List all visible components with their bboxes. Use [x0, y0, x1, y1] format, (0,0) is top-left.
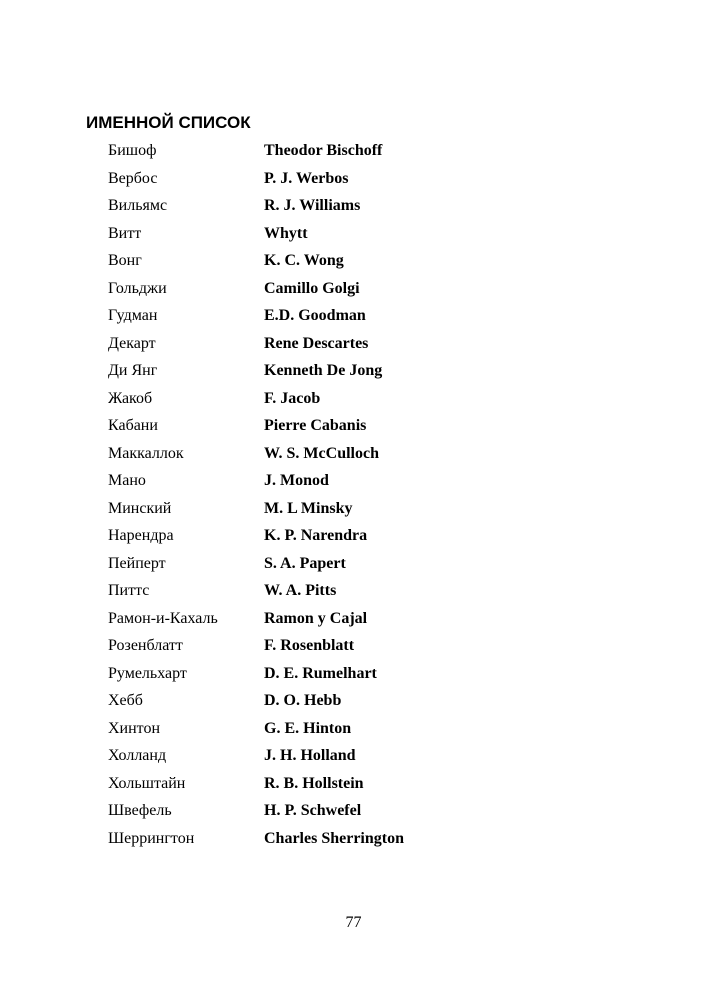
list-item [0, 523, 707, 551]
name-russian: Пейперт [108, 554, 166, 572]
name-original: D. E. Rumelhart [264, 664, 377, 682]
name-original: W. S. McCulloch [264, 444, 379, 462]
name-russian: Нарендра [108, 527, 174, 544]
list-item [0, 386, 707, 414]
list-item [0, 716, 707, 744]
name-russian: Румельхарт [108, 664, 187, 682]
name-original: G. E. Hinton [264, 719, 352, 737]
name-original: J. Monod [264, 472, 329, 489]
name-original: H. P. Schwefel [264, 802, 362, 819]
name-russian: Хинтон [108, 719, 161, 737]
list-item [0, 193, 707, 221]
name-russian: Гольджи [108, 279, 167, 297]
name-russian: Витт [108, 224, 142, 242]
name-russian: Рамон-и-Кахаль [108, 609, 218, 627]
list-item [0, 551, 707, 579]
name-russian: Мано [108, 472, 146, 489]
list-item [0, 771, 707, 799]
name-russian: Маккаллок [108, 444, 184, 462]
name-original: S. A. Papert [264, 554, 346, 572]
name-original: F. Rosenblatt [264, 637, 355, 654]
list-item [0, 496, 707, 524]
name-original: P. J. Werbos [264, 169, 349, 187]
list-item [0, 826, 707, 854]
list-item [0, 276, 707, 304]
name-russian: Питтс [108, 582, 150, 599]
name-original: K. C. Wong [264, 252, 344, 269]
name-russian: Вербос [108, 169, 158, 187]
name-original: Pierre Cabanis [264, 417, 367, 434]
list-item [0, 688, 707, 716]
list-item [0, 468, 707, 496]
list-item [0, 331, 707, 359]
name-russian: Вильямс [108, 197, 168, 214]
name-russian: Минский [108, 499, 172, 517]
name-original: Rene Descartes [264, 334, 369, 352]
name-russian: Швефель [108, 802, 172, 819]
name-original: Charles Sherrington [264, 829, 404, 847]
name-original: R. J. Williams [264, 197, 361, 214]
list-item [0, 221, 707, 249]
list-item [0, 138, 707, 166]
name-original: K. P. Narendra [264, 527, 368, 544]
name-original: D. O. Hebb [264, 692, 342, 709]
name-original: F. Jacob [264, 389, 321, 407]
list-item [0, 248, 707, 276]
list-item [0, 633, 707, 661]
name-original: Whytt [264, 224, 308, 242]
name-russian: Хебб [108, 692, 143, 709]
page-title: ИМЕННОЙ СПИСОК [86, 113, 251, 132]
name-russian: Вонг [108, 252, 142, 269]
name-russian: Шеррингтон [108, 829, 195, 847]
list-item [0, 413, 707, 441]
name-russian: Декарт [108, 334, 156, 352]
list-item [0, 303, 707, 331]
name-russian: Жакоб [108, 389, 153, 407]
list-item [0, 166, 707, 194]
list-item [0, 606, 707, 634]
list-item [0, 661, 707, 689]
list-item [0, 441, 707, 469]
name-russian: Гудман [108, 307, 158, 324]
list-item [0, 798, 707, 826]
list-item [0, 578, 707, 606]
name-index-list [0, 138, 707, 853]
name-russian: Ди Янг [108, 362, 158, 379]
name-russian: Холланд [108, 747, 167, 764]
name-russian: Розенблатт [108, 637, 183, 654]
name-original: E.D. Goodman [264, 307, 366, 324]
name-original: J. H. Holland [264, 747, 356, 764]
name-russian: Хольштайн [108, 774, 186, 792]
name-original: Camillo Golgi [264, 279, 360, 297]
name-original: M. L Minsky [264, 499, 353, 517]
list-item [0, 358, 707, 386]
name-russian: Бишоф [108, 142, 157, 159]
page-number: 77 [345, 914, 362, 931]
name-original: Theodor Bischoff [264, 142, 383, 159]
name-original: R. B. Hollstein [264, 774, 364, 792]
list-item [0, 743, 707, 771]
name-original: Kenneth De Jong [264, 362, 383, 379]
name-original: Ramon y Cajal [264, 609, 368, 627]
name-russian: Кабани [108, 417, 158, 434]
name-original: W. A. Pitts [264, 582, 337, 599]
